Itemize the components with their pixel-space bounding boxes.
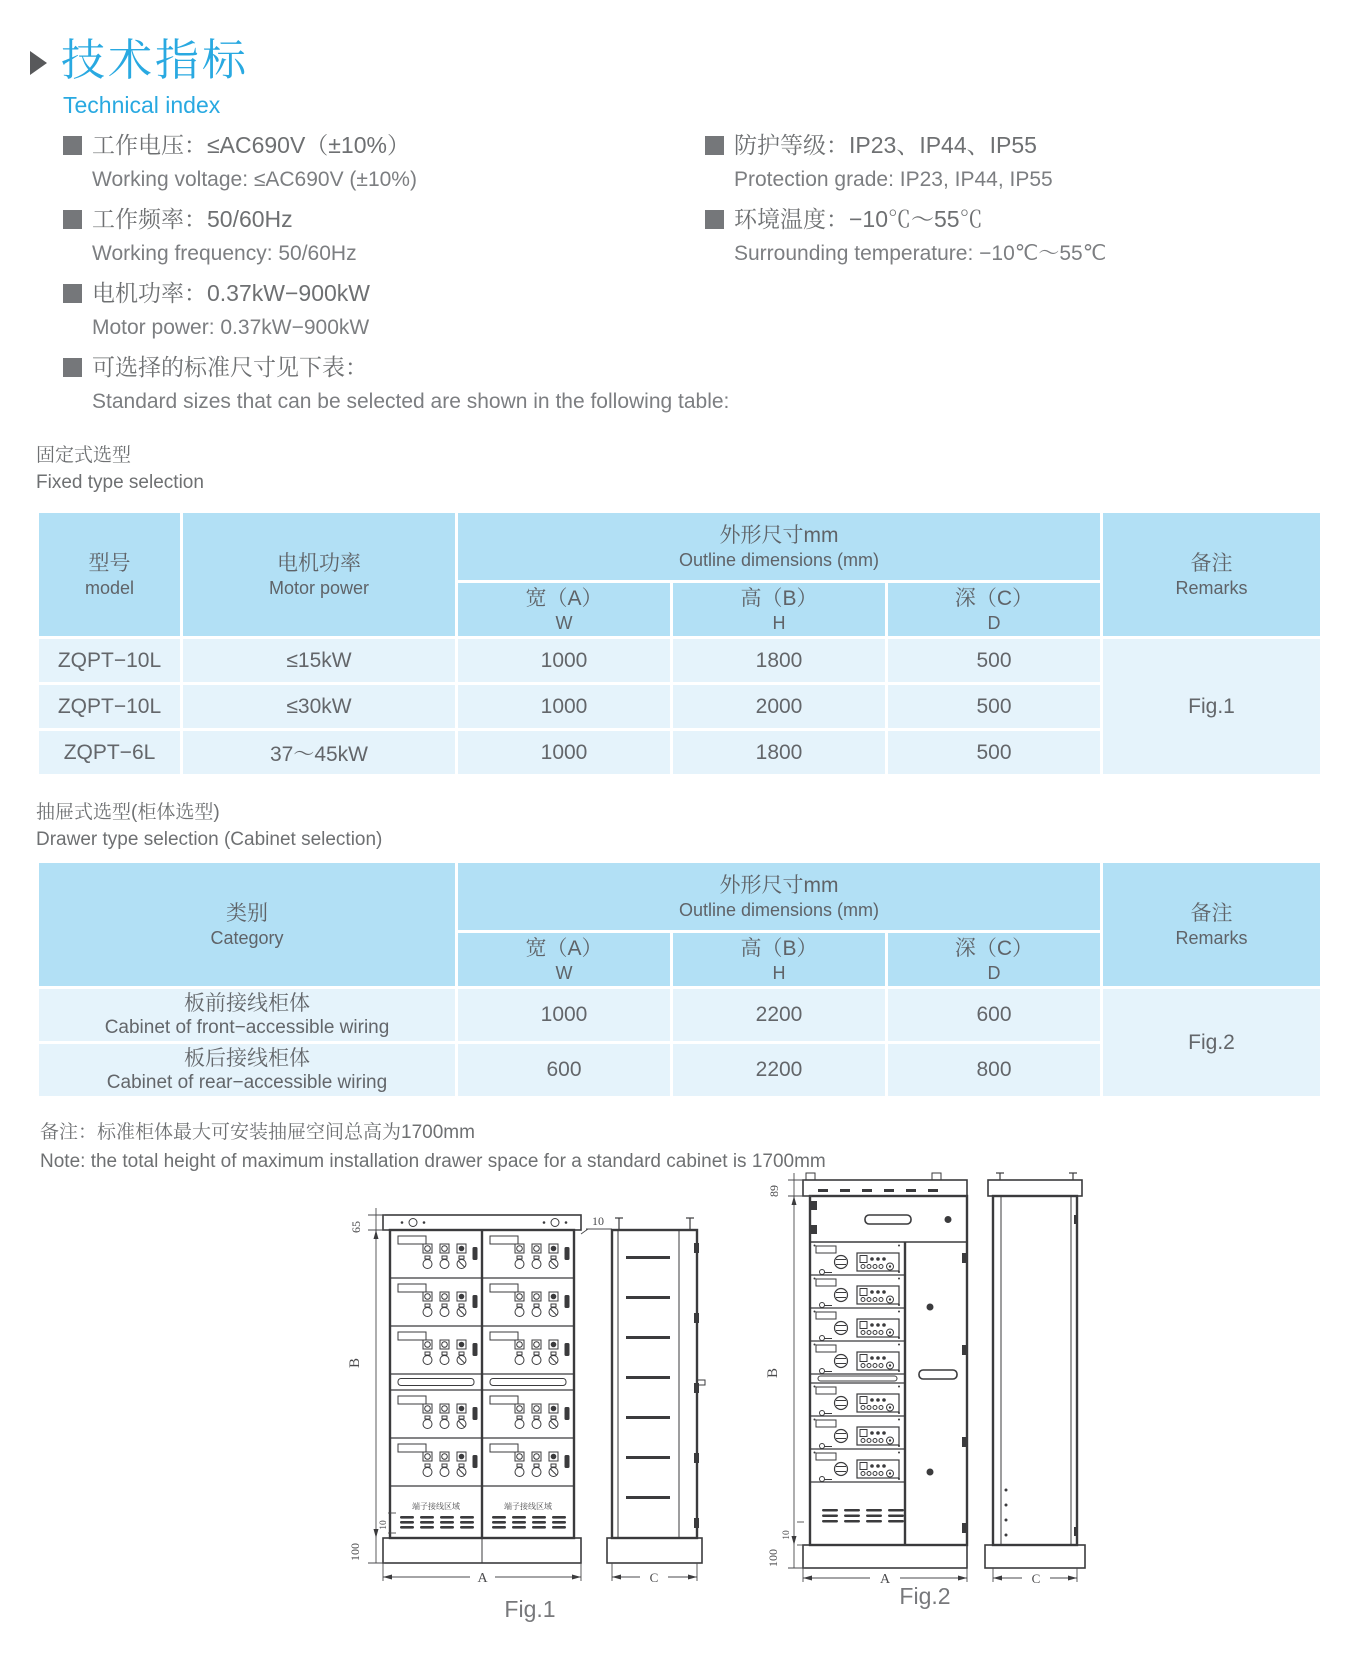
col-header-width: 宽（A） W bbox=[457, 582, 672, 638]
dim-label-100: 100 bbox=[766, 1549, 780, 1567]
spec-en-text: Surrounding temperature: −10℃～55℃ bbox=[734, 242, 1107, 265]
square-bullet-icon bbox=[705, 210, 724, 229]
spec-working-frequency bbox=[63, 204, 663, 268]
fig1-cabinet-drawing bbox=[330, 1128, 730, 1598]
cell-power: 37～45kW bbox=[182, 730, 457, 776]
square-bullet-icon bbox=[63, 210, 82, 229]
dim-label-A: A bbox=[477, 1571, 488, 1586]
drawer-type-section-label bbox=[36, 799, 382, 853]
size-note-cn: 可选择的标准尺寸见下表： bbox=[92, 354, 368, 380]
spec-list-right bbox=[705, 130, 1325, 278]
section-label-cn: 固定式选型 bbox=[36, 445, 132, 466]
spec-en-text: Protection grade: IP23, IP44, IP55 bbox=[734, 168, 1053, 191]
dim-label-89: 89 bbox=[767, 1185, 781, 1197]
fig2-caption: Fig.2 bbox=[899, 1583, 951, 1609]
fig1-front-view bbox=[383, 1215, 581, 1563]
cell-height: 2200 bbox=[672, 988, 887, 1043]
cell-depth: 500 bbox=[887, 638, 1102, 684]
cell-width: 1000 bbox=[457, 730, 672, 776]
cell-depth: 800 bbox=[887, 1043, 1102, 1098]
spec-en-text: Working frequency: 50/60Hz bbox=[92, 242, 357, 265]
section-arrow-icon bbox=[30, 51, 47, 75]
col-header-outline-dimensions: 外形尺寸mm Outline dimensions (mm) bbox=[457, 862, 1102, 932]
col-header-depth: 深（C） D bbox=[887, 932, 1102, 988]
cell-width: 600 bbox=[457, 1043, 672, 1098]
cell-depth: 500 bbox=[887, 730, 1102, 776]
cell-category: 板后接线柜体 Cabinet of rear−accessible wiring bbox=[38, 1043, 457, 1098]
dim-label-A: A bbox=[879, 1572, 891, 1587]
cell-remark: Fig.1 bbox=[1102, 638, 1322, 776]
cell-width: 1000 bbox=[457, 684, 672, 730]
cell-height: 2200 bbox=[672, 1043, 887, 1098]
cell-remark: Fig.2 bbox=[1102, 988, 1322, 1098]
fixed-type-table bbox=[36, 510, 1323, 777]
cell-model: ZQPT−10L bbox=[38, 684, 182, 730]
square-bullet-icon bbox=[63, 136, 82, 155]
cell-category: 板前接线柜体 Cabinet of front−accessible wiring bbox=[38, 988, 457, 1043]
cell-depth: 600 bbox=[887, 988, 1102, 1043]
cell-model: ZQPT−6L bbox=[38, 730, 182, 776]
dim-label-10: 10 bbox=[782, 1530, 792, 1540]
spec-cn-text: 环境温度：−10℃～55℃ bbox=[734, 206, 983, 232]
spec-working-voltage bbox=[63, 130, 663, 194]
size-note-en: Standard sizes that can be selected are shown in the following table: bbox=[92, 390, 730, 413]
square-bullet-icon bbox=[705, 136, 724, 155]
dim-label-B: B bbox=[347, 1357, 363, 1369]
cell-width: 1000 bbox=[457, 638, 672, 684]
terminal-area-label: 端子接线区域 bbox=[412, 1502, 460, 1511]
fig2-side-view bbox=[985, 1173, 1085, 1586]
cell-power: ≤30kW bbox=[182, 684, 457, 730]
section-label-en: Fixed type selection bbox=[36, 472, 204, 493]
col-header-motor-power: 电机功率 Motor power bbox=[182, 512, 457, 638]
square-bullet-icon bbox=[63, 358, 82, 377]
fig2-cabinet-drawing bbox=[700, 1095, 1160, 1595]
cell-height: 1800 bbox=[672, 638, 887, 684]
section-label-cn: 抽屉式选型(柜体选型) bbox=[36, 802, 220, 823]
fig1-side-view bbox=[607, 1218, 705, 1585]
spec-motor-power bbox=[63, 278, 663, 342]
fig1-dimensions bbox=[347, 1208, 612, 1586]
terminal-area-label: 端子接线区域 bbox=[504, 1502, 552, 1511]
col-header-height: 高（B） H bbox=[672, 582, 887, 638]
page-subtitle: Technical index bbox=[63, 92, 221, 118]
dim-label-B: B bbox=[765, 1367, 781, 1379]
table-row bbox=[38, 638, 1322, 684]
page-title: 技术指标 bbox=[61, 36, 249, 85]
note-cn: 备注：标准柜体最大可安装抽屉空间总高为1700mm bbox=[40, 1122, 475, 1143]
col-header-width: 宽（A） W bbox=[457, 932, 672, 988]
col-header-remarks: 备注 Remarks bbox=[1102, 862, 1322, 988]
dim-label-100: 100 bbox=[348, 1543, 362, 1561]
fixed-type-section-label bbox=[36, 442, 204, 496]
dim-label-10: 10 bbox=[379, 1520, 389, 1530]
col-header-remarks: 备注 Remarks bbox=[1102, 512, 1322, 638]
section-label-en: Drawer type selection (Cabinet selection) bbox=[36, 829, 383, 850]
cell-height: 2000 bbox=[672, 684, 887, 730]
spec-surrounding-temperature bbox=[705, 204, 1325, 268]
standard-size-note bbox=[63, 352, 963, 416]
spec-en-text: Motor power: 0.37kW−900kW bbox=[92, 316, 370, 339]
title-block bbox=[30, 36, 249, 119]
table-row bbox=[38, 988, 1322, 1043]
note-en: Note: the total height of maximum installation drawer space for a standard cabinet is 1700mm bbox=[40, 1151, 826, 1172]
spec-protection-grade bbox=[705, 130, 1325, 194]
drawer-type-table bbox=[36, 860, 1323, 1099]
square-bullet-icon bbox=[63, 284, 82, 303]
dim-label-10-top: 10 bbox=[592, 1214, 604, 1228]
fig2-dimensions bbox=[765, 1173, 967, 1587]
col-header-outline-dimensions: 外形尺寸mm Outline dimensions (mm) bbox=[457, 512, 1102, 582]
cell-power: ≤15kW bbox=[182, 638, 457, 684]
spec-cn-text: 工作频率：50/60Hz bbox=[92, 206, 293, 232]
cell-height: 1800 bbox=[672, 730, 887, 776]
spec-cn-text: 电机功率：0.37kW−900kW bbox=[92, 280, 370, 306]
col-header-category: 类别 Category bbox=[38, 862, 457, 988]
cell-depth: 500 bbox=[887, 684, 1102, 730]
cell-width: 1000 bbox=[457, 988, 672, 1043]
spec-en-text: Working voltage: ≤AC690V (±10%) bbox=[92, 168, 417, 191]
fig1-caption: Fig.1 bbox=[504, 1596, 556, 1622]
fig2-front-view bbox=[803, 1173, 967, 1568]
col-header-height: 高（B） H bbox=[672, 932, 887, 988]
dim-label-65: 65 bbox=[349, 1221, 363, 1233]
cell-model: ZQPT−10L bbox=[38, 638, 182, 684]
col-header-model: 型号 model bbox=[38, 512, 182, 638]
spec-cn-text: 防护等级：IP23、IP44、IP55 bbox=[734, 132, 1037, 158]
spec-cn-text: 工作电压：≤AC690V（±10%） bbox=[92, 132, 410, 158]
dim-label-C: C bbox=[1031, 1571, 1041, 1586]
col-header-depth: 深（C） D bbox=[887, 582, 1102, 638]
spec-list-left bbox=[63, 130, 663, 352]
dim-label-C: C bbox=[649, 1570, 659, 1585]
